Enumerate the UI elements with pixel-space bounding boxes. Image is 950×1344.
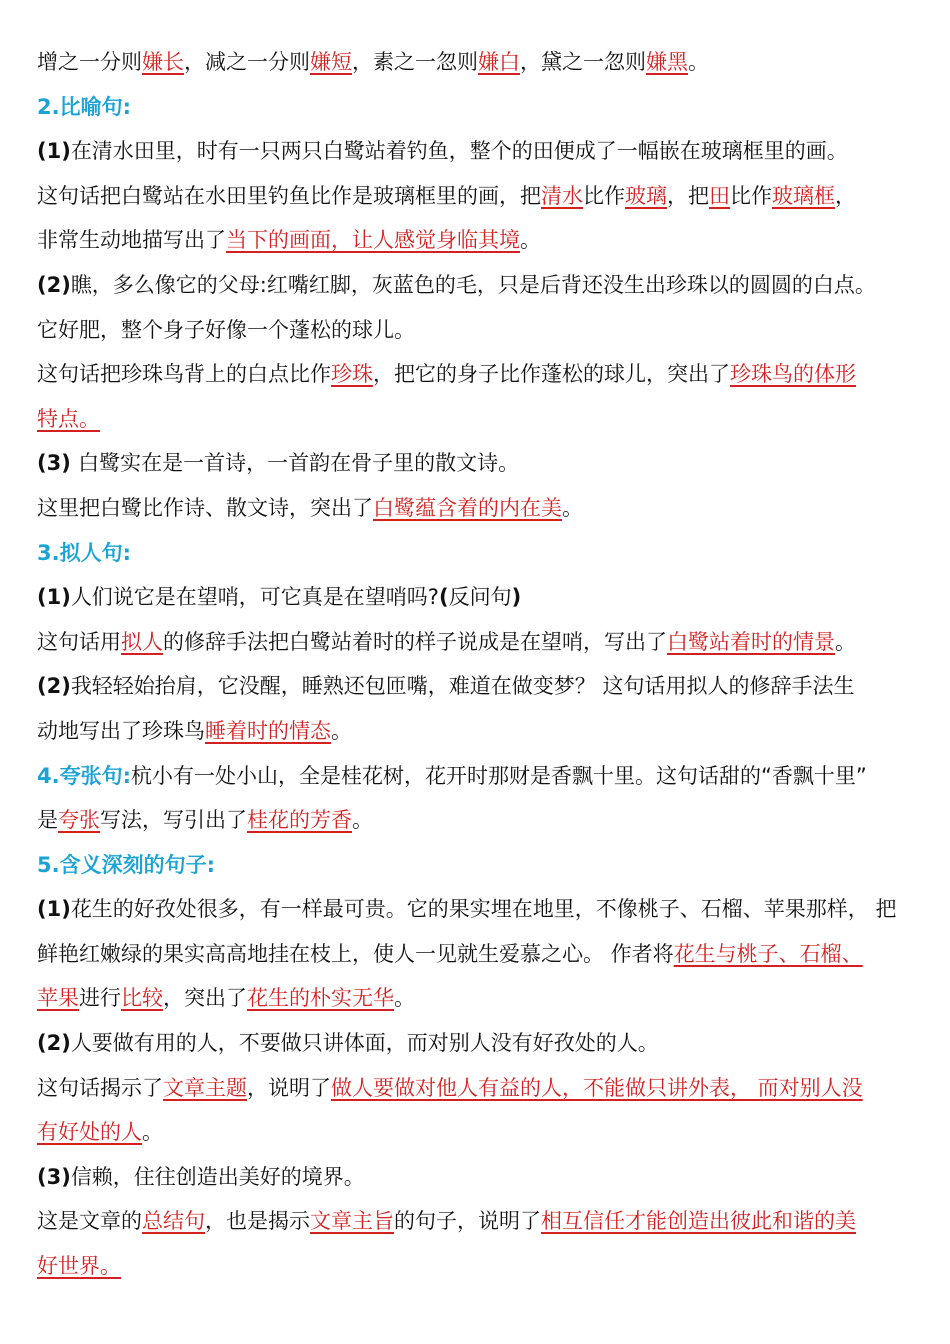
answer-highlight: 白鹭蕴含着的内在美 [373, 495, 562, 520]
text-line [37, 441, 917, 486]
answer-highlight: 白鹭站着时的情景 [667, 629, 835, 654]
text-line [37, 352, 917, 397]
item-number: (2) [37, 272, 71, 297]
answer-highlight: 嫌黑 [646, 50, 688, 74]
text-line [37, 1244, 917, 1289]
text-segment: 。 [352, 808, 373, 833]
text-line [37, 397, 917, 442]
answer-highlight: 嫌白 [478, 50, 520, 74]
text-line [37, 798, 917, 843]
item-number: (3) [37, 1164, 71, 1189]
item-number: (1) [37, 139, 71, 164]
text-segment: 增之一分则 [37, 50, 142, 74]
answer-highlight: 嫌短 [310, 50, 352, 74]
text-segment: 这里把白鹭比作诗、散文诗，突出了 [37, 495, 373, 520]
text-segment: 这句话揭示了 [37, 1075, 163, 1100]
section-heading [37, 531, 917, 576]
text-segment: ，突出了 [163, 986, 247, 1011]
text-segment: 进行 [79, 986, 121, 1011]
text-segment: ，素之一忽则 [352, 50, 478, 74]
item-number: ) [511, 585, 522, 610]
answer-highlight: 夸张 [58, 808, 100, 833]
text-segment: ，黛之一忽则 [520, 50, 646, 74]
text-segment: 杭小有一处小山，全是桂花树，花开时那财是香飘十里。这句话甜的“香飘十里” [131, 763, 867, 788]
text-line [37, 1199, 917, 1244]
text-segment: 的修辞手法把白鹭站着时的样子说成是在望哨，写出了 [163, 629, 667, 654]
text-line [37, 308, 917, 353]
text-segment: 在清水田里，时有一只两只白鹭站着钓鱼，整个的田便成了一幅嵌在玻璃框里的画。 [70, 139, 848, 164]
answer-highlight: 花生的朴实无华 [247, 986, 394, 1011]
text-segment: ，也是揭示 [205, 1209, 310, 1234]
text-line [37, 1066, 917, 1111]
item-number: (2) [37, 674, 71, 699]
text-segment: 2.比喻句: [37, 94, 131, 119]
text-line [37, 1021, 917, 1066]
section-heading [37, 843, 917, 888]
item-number: (1) [37, 585, 71, 610]
text-segment: 它好肥，整个身子好像一个蓬松的球儿。 [37, 317, 415, 342]
text-line [37, 486, 917, 531]
answer-highlight: 珍珠鸟的体形 [730, 362, 856, 387]
answer-highlight: 做人要做对他人有益的人，不能做只讲外表， 而对别人没 [331, 1075, 863, 1100]
text-segment: 。 [688, 50, 709, 74]
item-number: (2) [37, 1031, 71, 1056]
text-line [37, 709, 917, 754]
text-line [37, 664, 917, 709]
text-segment: 人们说它是在望哨，可它真是在望哨吗? [70, 585, 439, 610]
text-segment: 。 [835, 629, 856, 654]
text-line [37, 932, 917, 977]
text-segment: 。 [394, 986, 415, 1011]
text-segment: 这句话把珍珠鸟背上的白点比作 [37, 362, 331, 387]
answer-highlight: 田 [709, 183, 730, 208]
text-line [37, 174, 917, 219]
answer-highlight: 当下的画面，让人感觉身临其境 [226, 228, 520, 253]
section-heading-label: 4.夸张句: [37, 763, 131, 788]
answer-highlight: 比较 [121, 986, 163, 1011]
text-segment: 。 [562, 495, 583, 520]
text-segment: 非常生动地描写出了 [37, 228, 226, 253]
text-segment: 这是文章的 [37, 1209, 142, 1234]
text-line [37, 218, 917, 263]
answer-highlight: 玻璃 [625, 183, 667, 208]
text-segment: 反问句 [448, 585, 512, 610]
text-segment: 我轻轻始抬肩，它没醒，睡熟还包匝嘴，难道在做变梦？ 这句话用拟人的修辞手法生 [70, 674, 855, 699]
text-segment: ，说明了 [247, 1075, 331, 1100]
text-segment: 是 [37, 808, 58, 833]
answer-highlight: 拟人 [121, 629, 163, 654]
text-segment: 。 [331, 718, 352, 743]
text-line [37, 620, 917, 665]
text-line [37, 1110, 917, 1155]
text-segment: ，把 [667, 183, 709, 208]
text-segment: 的句子，说明了 [394, 1209, 541, 1234]
item-number: ( [438, 585, 449, 610]
answer-highlight: 相互信任才能创造出彼此和谐的美 [541, 1209, 856, 1234]
text-line [37, 129, 917, 174]
text-segment: 信赖，住往创造出美好的境界。 [70, 1164, 365, 1189]
text-segment: 动地写出了珍珠鸟 [37, 718, 205, 743]
text-segment: 比作 [730, 183, 772, 208]
text-segment: 。 [520, 228, 541, 253]
text-segment: 鲜艳红嫩绿的果实高高地挂在枝上，使人一见就生爱慕之心。 作者将 [37, 941, 674, 966]
text-segment: ，减之一分则 [184, 50, 310, 74]
text-segment: 花生的好孜处很多，有一样最可贵。它的果实埋在地里，不像桃子、石榴、苹果那样， 把 [70, 897, 897, 922]
answer-highlight: 文章主旨 [310, 1209, 394, 1234]
answer-highlight: 清水 [541, 183, 583, 208]
text-segment: 3.拟人句: [37, 540, 131, 565]
text-segment: 瞧，多么像它的父母:红嘴红脚，灰蓝色的毛，只是后背还没生出珍珠以的圆圆的白点。 [70, 272, 876, 297]
answer-highlight: 好世界。 [37, 1254, 121, 1279]
text-line [37, 1155, 917, 1200]
answer-highlight: 总结句 [142, 1209, 205, 1234]
text-line [37, 976, 917, 1021]
text-segment: 白鹭实在是一首诗，一首韵在骨子里的散文诗。 [78, 451, 520, 476]
answer-highlight: 苹果 [37, 986, 79, 1011]
text-segment: 比作 [583, 183, 625, 208]
answer-highlight: 花生与桃子、石榴、 [673, 941, 863, 966]
text-segment: 写法，写引出了 [100, 808, 247, 833]
document-body [37, 40, 917, 1289]
text-segment: ，把它的身子比作蓬松的球儿，突出了 [373, 362, 730, 387]
section-heading [37, 85, 917, 130]
text-line [37, 575, 917, 620]
text-segment: 人要做有用的人，不要做只讲体面，而对别人没有好孜处的人。 [70, 1031, 659, 1056]
answer-highlight: 玻璃框 [772, 183, 835, 208]
text-segment: ， [835, 183, 856, 208]
text-line [37, 263, 917, 308]
item-number: (1) [37, 897, 71, 922]
answer-highlight: 特点。 [37, 406, 100, 431]
answer-highlight: 睡着时的情态 [205, 718, 331, 743]
text-line [37, 754, 917, 799]
text-line [37, 887, 917, 932]
text-segment: 这句话用 [37, 629, 121, 654]
text-segment: 5.含义深刻的句子: [37, 852, 215, 877]
item-number: (3) [37, 451, 79, 476]
text-segment: 这句话把白鹭站在水田里钓鱼比作是玻璃框里的画，把 [37, 183, 541, 208]
answer-highlight: 嫌长 [142, 50, 184, 74]
answer-highlight: 文章主题 [163, 1075, 247, 1100]
answer-highlight: 有好处的人 [37, 1120, 142, 1145]
answer-highlight: 桂花的芳香 [247, 808, 352, 833]
answer-highlight: 珍珠 [331, 362, 373, 387]
text-line [37, 40, 917, 85]
text-segment: 。 [142, 1120, 163, 1145]
